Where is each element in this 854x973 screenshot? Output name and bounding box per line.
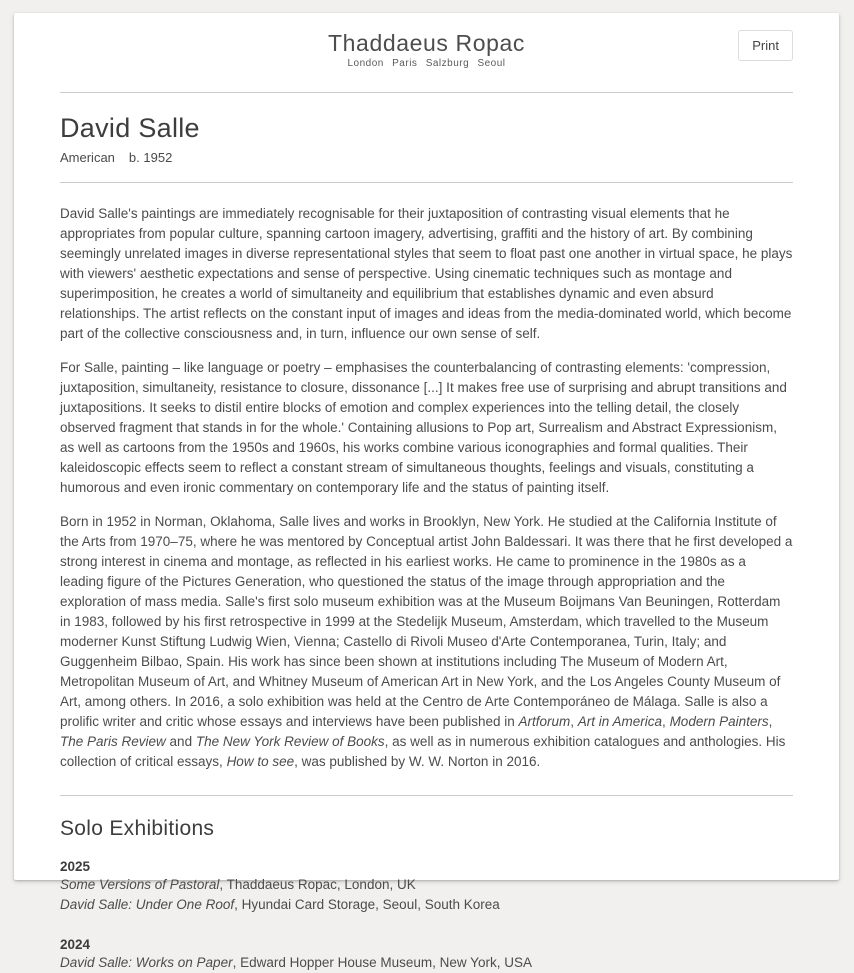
- artist-subheading: [60, 150, 793, 166]
- exhibition-entry: [60, 895, 793, 915]
- exhibition-title: David Salle: Works on Paper: [60, 955, 233, 970]
- print-preview-card: [14, 13, 839, 970]
- bio-paragraph-1: David Salle's paintings are immediately recognisable for their juxtaposition of contrasting visual elements that he appropriates from popular culture, spanning cartoon imagery, advertising, graffiti and the history of art. By combining seemingly unrelated images in diverse representational styles that seem to float past one another in virtual space, he plays with viewers' aesthetic expectations and sense of perspective. Using cinematic techniques such as montage and superimposition, he creates a world of simultaneity and equilibrium that establishes dynamic and even absurd relationships. The artist reflects on the constant input of images and ideas from the media-dominated world, which become part of the collective consciousness and, in turn, influence our own sense of self.: [60, 206, 793, 341]
- artist-divider: [60, 182, 793, 183]
- gallery-locations: London Paris Salzburg Seoul: [347, 58, 506, 69]
- artist-nationality: American: [60, 150, 115, 165]
- exhibition-title: Some Versions of Pastoral: [60, 877, 220, 892]
- exhibition-year-group: [60, 936, 793, 973]
- bio-paragraph-2: For Salle, painting – like language or poetry – emphasises the counterbalancing of contrasting elements: 'compression, juxtaposition, simultaneity, resistance to closure, dissonance [...] It makes free use of surprising and abrupt transitions and juxtapositions. It seeks to distil entire blocks of emotion and complex experiences into the telling detail, the closely observed fragment that stands in for the whole.' Containing allusions to Pop art, Surrealism and Abstract Expressionism, as well as cartoons from the 1950s and 1960s, his works combine various iconographies and formal qualities. Their kaleidoscopic effects seem to reflect a constant stream of simultaneous thoughts, feelings and visuals, constituting a humorous and even ironic commentary on contemporary life and the status of painting itself.: [60, 360, 787, 495]
- exhibition-title: David Salle: Under One Roof: [60, 897, 235, 912]
- header-divider: [60, 92, 793, 93]
- artist-birth-year: b. 1952: [128, 150, 173, 165]
- exhibition-entry: [60, 875, 793, 895]
- site-header: [60, 13, 793, 92]
- artist-biography: [60, 204, 793, 772]
- exhibition-year: 2024: [60, 937, 91, 952]
- solo-exhibitions-heading: Solo Exhibitions: [60, 817, 215, 840]
- exhibition-details: , Thaddaeus Ropac, London, UK: [219, 877, 416, 892]
- exhibition-details: , Hyundai Card Storage, Seoul, South Korea: [234, 897, 500, 912]
- artist-name-heading: David Salle: [60, 113, 200, 143]
- section-divider: [60, 795, 793, 796]
- bio-paragraph-3: Born in 1952 in Norman, Oklahoma, Salle lives and works in Brooklyn, New York. He studied at the California Institute of the Arts from 1970–75, where he was mentored by Conceptual artist John Baldessari. It was there that he first developed a strong interest in cinema and montage, as reflected in his earliest works. He came to prominence in the 1980s as a leading figure of the Pictures Generation, who questioned the status of the image through appropriation and the exploration of mass media. Salle's first solo museum exhibition was at the Museum Boijmans Van Beuningen, Rotterdam in 1983, followed by his first retrospective in 1999 at the Stedelijk Museum, Amsterdam, which travelled to the Museum moderner Kunst Stiftung Ludwig Wien, Vienna; Castello di Rivoli Museo d'Arte Contemporanea, Turin, Italy; and Guggenheim Bilbao, Spain. His work has since been shown at institutions including The Museum of Modern Art, Metropolitan Museum of Art, and Whitney Museum of American Art in New York, and the Los Angeles County Museum of Art, among others. In 2016, a solo exhibition was held at the Centro de Arte Contemporáneo de Málaga. Salle is also a prolific writer and critic whose essays and interviews have been published in Artforum, Art in America, Modern Painters, The Paris Review and The New York Review of Books, as well as in numerous exhibition catalogues and anthologies. His collection of critical essays, How to see, was published by W. W. Norton in 2016.: [60, 514, 793, 769]
- gallery-name: Thaddaeus Ropac: [328, 30, 525, 56]
- exhibition-details: , Edward Hopper House Museum, New York, USA: [232, 955, 532, 970]
- exhibition-entry: [60, 953, 793, 973]
- exhibition-year-group: [60, 858, 793, 915]
- exhibition-year: 2025: [60, 859, 91, 874]
- print-button[interactable]: Print: [738, 30, 793, 61]
